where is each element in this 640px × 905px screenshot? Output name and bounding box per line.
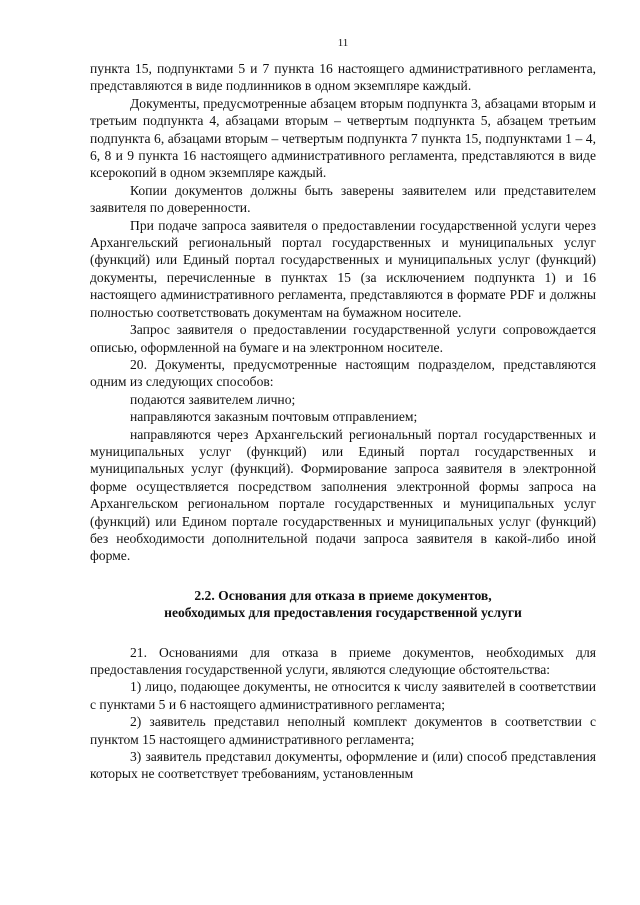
- page-number: 11: [337, 37, 349, 49]
- paragraph-certification: Копии документов должны быть заверены заявителем или представителем заявителя по доверенности.: [90, 182, 596, 216]
- list-item: направляются заказным почтовым отправлением;: [130, 409, 418, 425]
- section-heading: [90, 587, 596, 622]
- paragraph-inventory: Запрос заявителя о предоставлении государственной услуги сопровождается описью, оформленной на бумаге и на электронном носителе.: [90, 322, 596, 355]
- paragraph-item-21: 21. Основаниями для отказа в приеме документов, необходимых для предоставления государственной услуги, являются следующие обстоятельства:: [90, 644, 596, 677]
- list-item: подаются заявителем лично;: [130, 391, 296, 407]
- paragraph-continuation: пункта 15, подпунктами 5 и 7 пункта 16 настоящего административного регламента, представляются в виде подлинников в одном экземпляре каждый.: [90, 61, 596, 94]
- paragraph-ground-2: 2) заявитель представил неполный комплект документов в соответствии с пунктом 15 настоящего административного регламента;: [90, 714, 596, 747]
- paragraph-ground-1: 1) лицо, подающее документы, не относится к числу заявителей в соответствии с пунктами 5 и 6 настоящего административного регламента;: [90, 679, 596, 712]
- paragraph-ground-3: 3) заявитель представил документы, оформление и (или) способ представления которых не соответствует требованиям, установленным: [90, 749, 596, 782]
- paragraph-copies-documents: Документы, предусмотренные абзацем вторым подпункта 3, абзацами вторым и третьим подпункта 4, абзацами вторым – четвертым подпункта 5, абзацем третьим подпункта 6, абзацами вторым – четвертым подпункта 7 пункта 15, подпунктами 1 – 4, 6, 8 и 9 пункта 16 настоящего административного регламента, представляются в виде ксерокопий в одном экземпляре каждый.: [90, 95, 596, 181]
- paragraph-portal-submission: направляются через Архангельский региональный портал государственных и муниципальных услуг (функций) или Единый портал государственных и муниципальных услуг (функций). Формирование запроса заявителя в электронной форме осуществляется посредством заполнения электронной формы запроса на Архангельском региональном портале государственных и муниципальных услуг (функций) или Едином портале государственных и муниципальных услуг (функций) без необходимости дополнительной подачи запроса заявителя в какой-либо иной форме.: [90, 426, 596, 564]
- paragraph-item-20: 20. Документы, предусмотренные настоящим подразделом, представляются одним из следующих способов:: [90, 356, 596, 390]
- paragraph-electronic-submission: При подаче запроса заявителя о предоставлении государственной услуги через Архангельский региональный портал государственных и муниципальных услуг (функций) или Единый портал государственных и муниципальных услуг (функций) документы, перечисленные в пунктах 15 (за исключением подпункта 1) и 16 настоящего административного регламента, представляются в формате PDF и должны полностью соответствовать документам на бумажном носителе.: [90, 217, 596, 320]
- section-heading-line: необходимых для предоставления государственной услуги: [164, 605, 522, 621]
- section-heading-line: 2.2. Основания для отказа в приеме документов,: [194, 587, 492, 603]
